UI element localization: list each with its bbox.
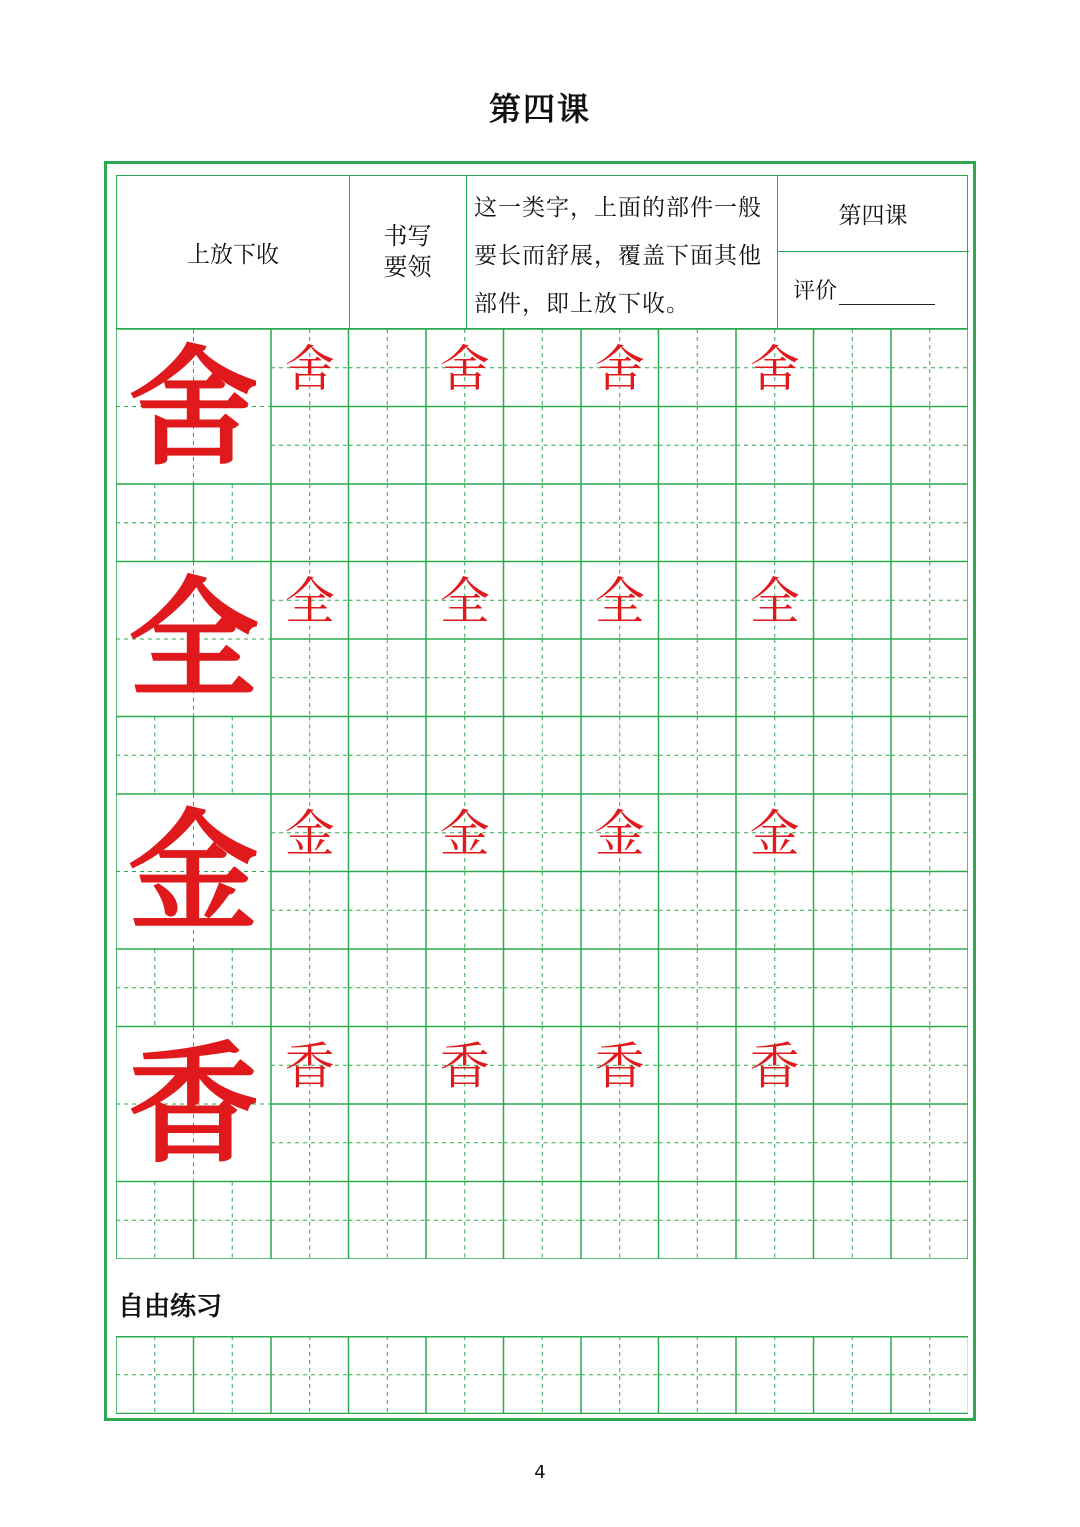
model-character-small: 香 [439,1037,490,1096]
practice-grid [116,329,968,1259]
page-title: 第四课 [488,90,591,128]
model-character-small: 舍 [284,339,335,398]
model-character-small: 金 [594,804,645,863]
theme-label: 上放下收 [187,241,279,268]
model-character-small: 金 [749,804,800,863]
evaluation-blank[interactable] [839,282,935,305]
model-character-small: 舍 [594,339,645,398]
free-practice-title: 自由练习 [118,1292,223,1322]
page-number: 4 [534,1462,546,1483]
evaluation-label: 评价 [793,279,838,304]
lesson-label: 第四课 [777,176,969,252]
model-character-large: 全 [128,563,259,716]
model-character-small: 香 [284,1037,335,1096]
lesson-box [777,176,969,328]
model-character-small: 全 [749,572,800,631]
model-character-small: 舍 [439,339,490,398]
writing-tips-text: 这一类字，上面的部件一般要长而舒展，覆盖下面其他部件，即上放下收。 [474,195,762,317]
model-character-large: 舍 [128,330,259,484]
free-practice-grid[interactable] [116,1336,968,1414]
model-character-large: 金 [128,795,259,949]
evaluation-field[interactable] [793,274,935,305]
model-character-small: 全 [439,572,490,631]
model-character-small: 舍 [749,339,800,398]
model-character-small: 金 [439,804,490,863]
model-character-small: 香 [594,1037,645,1096]
model-character-small: 全 [284,572,335,631]
writing-tips-label: 书写 要领 [383,222,432,281]
model-character-small: 香 [749,1037,800,1096]
model-character-small: 金 [284,804,335,863]
model-character-large: 香 [128,1028,259,1181]
model-character-small: 全 [594,572,645,631]
worksheet-header [116,175,968,329]
